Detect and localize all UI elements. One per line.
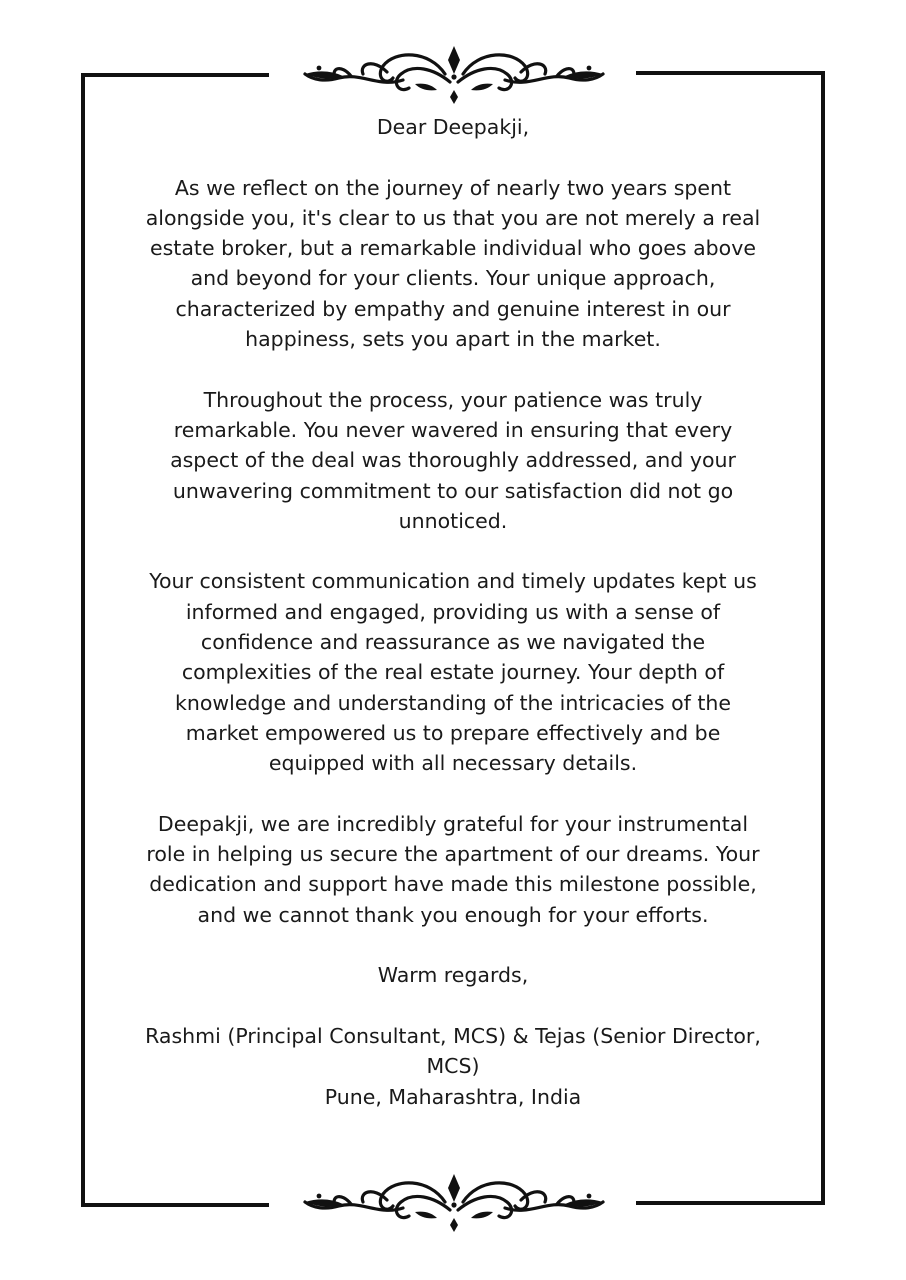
frame-bottom-right-line <box>636 1201 825 1205</box>
signature-location: Pune, Maharashtra, India <box>324 1084 582 1109</box>
letter-paragraph-2: Throughout the process, your patience was truly remarkable. You never wavered in ensuring that every aspect of the deal was thoroughly addressed, and your unwavering commitment to our satisfaction did not go unnoticed. <box>170 387 736 533</box>
frame-bottom-left-line <box>81 1203 269 1207</box>
letter-body <box>140 112 766 1112</box>
greeting: Dear Deepakji, <box>376 115 530 139</box>
frame-top-right-line <box>636 71 825 75</box>
letter-paragraph-3: Your consistent communication and timely updates kept us informed and engaged, providing us with a sense of confidence and reassurance as we navigated the complexities of the real estate journey. Your depth of knowledge and understanding of the intricacies of the market empowered us to prepare effectively and be equipped with all necessary details. <box>149 569 757 776</box>
frame-left-line <box>81 73 85 1207</box>
frame-right-line <box>821 71 825 1205</box>
frame-top-left-line <box>81 73 269 77</box>
flourish-ornament-top-icon <box>303 44 605 104</box>
closing: Warm regards, <box>377 963 529 988</box>
flourish-ornament-bottom-icon <box>303 1172 605 1232</box>
signature-block <box>140 1021 766 1112</box>
letter-paragraph-1: As we reflect on the journey of nearly two years spent alongside you, it's clear to us that you are not merely a real estate broker, but a remarkable individual who goes above and beyond for your clients. Your unique approach, characterized by empathy and genuine interest in our happiness, sets you apart in the market. <box>145 175 761 352</box>
signature-names: Rashmi (Principal Consultant, MCS) & Tejas (Senior Director, MCS) <box>145 1023 761 1079</box>
letter-paragraph-4: Deepakji, we are incredibly grateful for your instrumental role in helping us secure the apartment of our dreams. Your dedication and support have made this milestone possible, and we cannot thank you enough for your efforts. <box>146 811 760 927</box>
